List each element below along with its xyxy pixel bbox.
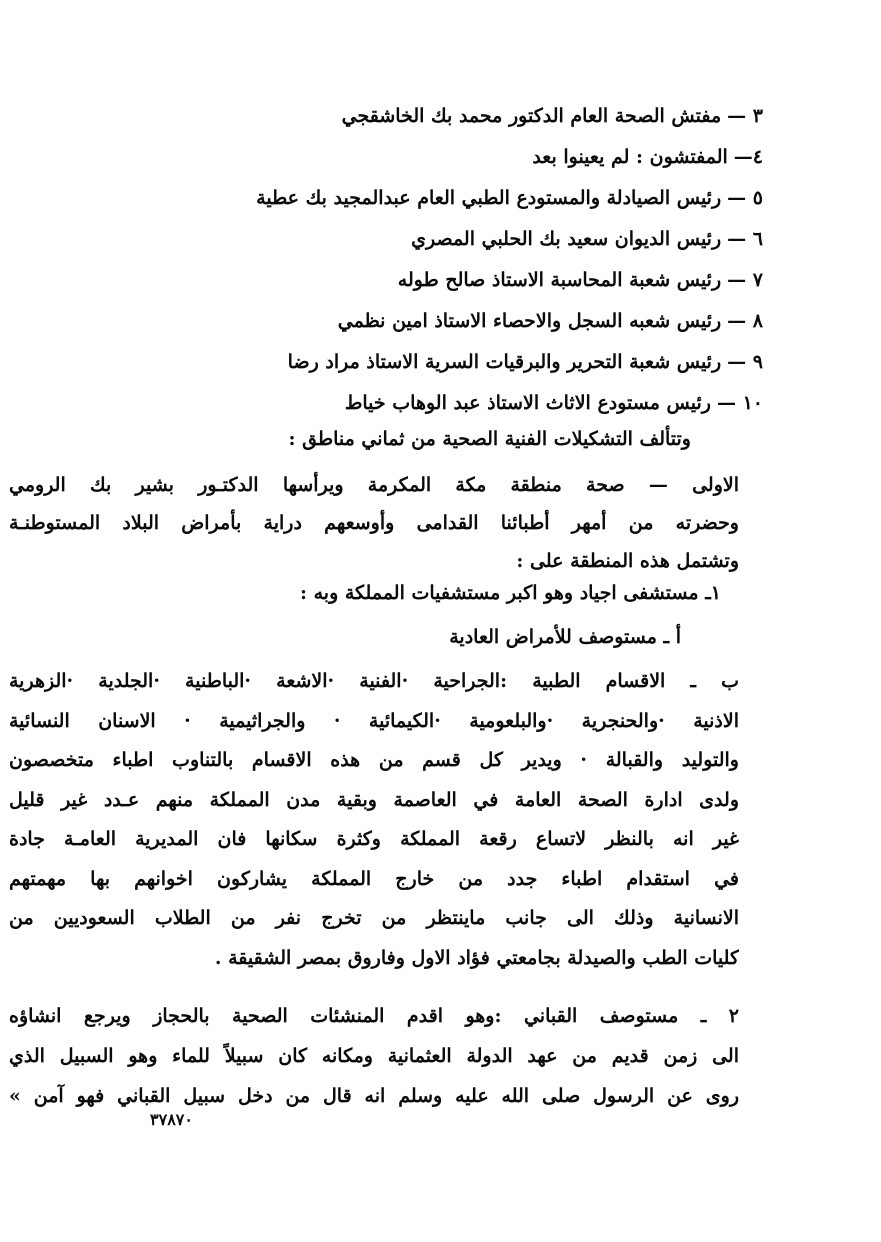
item-number: ٤—	[733, 146, 763, 168]
paragraph-line: وتشتمل هذه المنطقة على :	[516, 550, 739, 572]
staff-list-item	[143, 301, 763, 342]
paragraph-line: ولدى ادارة الصحة العامة في العاصمة وبقية مدن المملكة منهم عـدد غير قليل	[9, 788, 739, 811]
paragraph-line: الاولى — صحة منطقة مكة المكرمة ويرأسها الدكتـور بشير بك الرومي	[9, 474, 739, 496]
item-number: ٥ —	[727, 187, 763, 209]
paragraph-line: الاذنية ·والحنجرية ·والبلعومية ·الكيمائية · والجراثيمية · الاسنان النسائية	[9, 709, 739, 732]
staff-list-item	[143, 178, 763, 219]
paragraph-line: كليات الطب والصيدلة بجامعتي فؤاد الاول وفاروق بمصر الشقيقة .	[214, 946, 739, 969]
item-text: رئيس الصيادلة والمستودع الطبي العام عبدالمجيد بك عطية	[256, 187, 722, 209]
paragraph-line: في استقدام اطباء جدد من خارج المملكة يشاركون اخوانهم بها مهمتهم	[9, 867, 739, 890]
item-text: رئيس شعبه السجل والاحصاء الاستاذ امين نظمي	[337, 310, 722, 332]
item-number: ٧ —	[727, 269, 763, 291]
paragraph-line: الانسانية وذلك الى جانب ماينتظر من تخرج نفر من الطلاب السعوديين من	[9, 907, 739, 929]
paragraph-line: غير انه بالنظر لاتساع رقعة المملكة وكثرة سكانها فان المديرية العامـة جادة	[9, 828, 739, 850]
paragraph-line: ٢ ـ مستوصف القباني :وهو اقدم المنشئات الصحية بالحجاز ويرجع انشاؤه	[9, 1005, 739, 1027]
paragraph-line: وحضرته من أمهر أطبائنا القدامى وأوسعهم دراية بأمراض البلاد المستوطنـة	[9, 512, 739, 534]
paragraph-line: روى عن الرسول صلى الله عليه وسلم انه قال من دخل سبيل القباني فهو آمن »	[9, 1085, 739, 1107]
item-text: المفتشون : لم يعينوا بعد	[532, 146, 728, 168]
staff-list-item	[143, 342, 763, 383]
item-number: ١٠ —	[716, 392, 763, 414]
qabbani-paragraph	[9, 996, 739, 1116]
item-number: ٦ —	[727, 228, 763, 250]
staff-list	[143, 96, 763, 424]
paragraph-line: الى زمن قديم من عهد الدولة العثمانية ومكانه كان سبيلاً للماء وهو السبيل الذي	[9, 1045, 739, 1067]
item-text: رئيس شعبة المحاسبة الاستاذ صالح طوله	[397, 269, 722, 291]
item-number: ٨ —	[727, 310, 763, 332]
item-number: ٩ —	[727, 351, 763, 373]
region-paragraph	[9, 466, 739, 580]
staff-list-item	[143, 137, 763, 178]
item-number: ٣ —	[727, 105, 763, 127]
staff-list-item	[143, 96, 763, 137]
page-number: ٣٧٨٧٠	[150, 1110, 193, 1129]
item-text: رئيس شعبة التحرير والبرقيات السرية الاستاذ مراد رضا	[287, 351, 722, 373]
staff-list-item	[143, 383, 763, 424]
hospital-heading: ١ـ مستشفى اجياد وهو اكبر مستشفيات المملكة وبه :	[299, 582, 721, 604]
paragraph-line: والتوليد والقبالة · ويدير كل قسم من هذه الاقسام بالتناوب اطباء متخصصون	[9, 749, 739, 771]
item-text: رئيس مستودع الاثاث الاستاذ عبد الوهاب خياط	[344, 392, 711, 414]
item-text: مفتش الصحة العام الدكتور محمد بك الخاشقجي	[341, 105, 722, 127]
staff-list-item	[143, 260, 763, 301]
paragraph-line: ب ـ الاقسام الطبية :الجراحية ·الفنية ·الاشعة ·الباطنية ·الجلدية ·الزهرية	[9, 670, 739, 692]
staff-list-item	[143, 219, 763, 260]
item-text: رئيس الديوان سعيد بك الحلبي المصري	[411, 228, 722, 250]
sub-item-a: أ ـ مستوصف للأمراض العادية	[449, 626, 681, 648]
regions-intro: وتتألف التشكيلات الفنية الصحية من ثماني مناطق :	[288, 428, 691, 450]
departments-paragraph	[9, 662, 739, 978]
